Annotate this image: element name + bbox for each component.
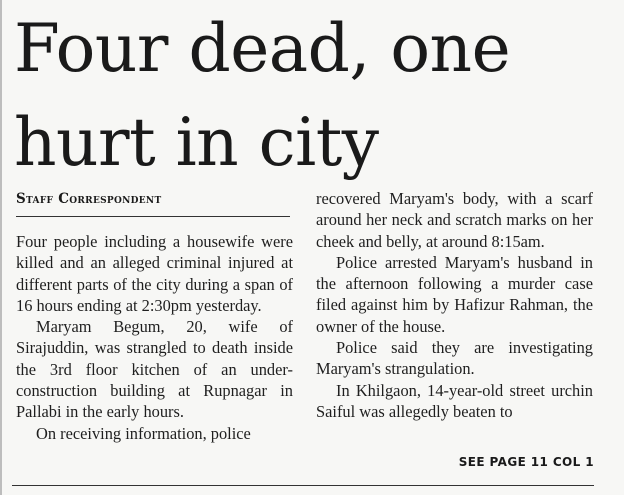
paragraph-khilgaon: In Khilgaon, 14-year-old street urchin Saiful was allegedly beaten to [316,380,593,421]
headline-line-1: Four dead, one [14,10,511,87]
page-edge [0,0,2,495]
headline [14,2,614,190]
paragraph-intro: Four people including a housewife were killed and an alleged criminal injured at different parts of the city during a span of 16 hours ending at 2:30pm yesterday. [16,232,293,315]
paragraph-arrest: Police arrested Maryam's husband in the afternoon following a murder case filed against him by Hafizur Rahman, the owner of the house. [316,252,593,336]
jump-line: SEE PAGE 11 COL 1 [458,455,594,469]
headline-line-2: hurt in city [14,104,379,181]
paragraph-body-recovered: recovered Maryam's body, with a scarf around her neck and scratch marks on her cheek and belly, at around 8:15am. [316,189,593,251]
paragraph-maryam: Maryam Begum, 20, wife of Sirajuddin, was strangled to death inside the 3rd floor kitchen of an under-construction building at Rupnagar in Pallabi in the early hours. [16,317,293,422]
paragraph-police-info: On receiving information, police [36,423,251,443]
paragraph-investigating: Police said they are investigating Maryam's strangulation. [316,338,593,379]
bottom-rule [12,485,594,486]
article-column-left [16,188,293,444]
byline-rule [16,216,290,217]
byline: Staff Correspondent [16,191,162,207]
article-column-right [316,188,593,422]
